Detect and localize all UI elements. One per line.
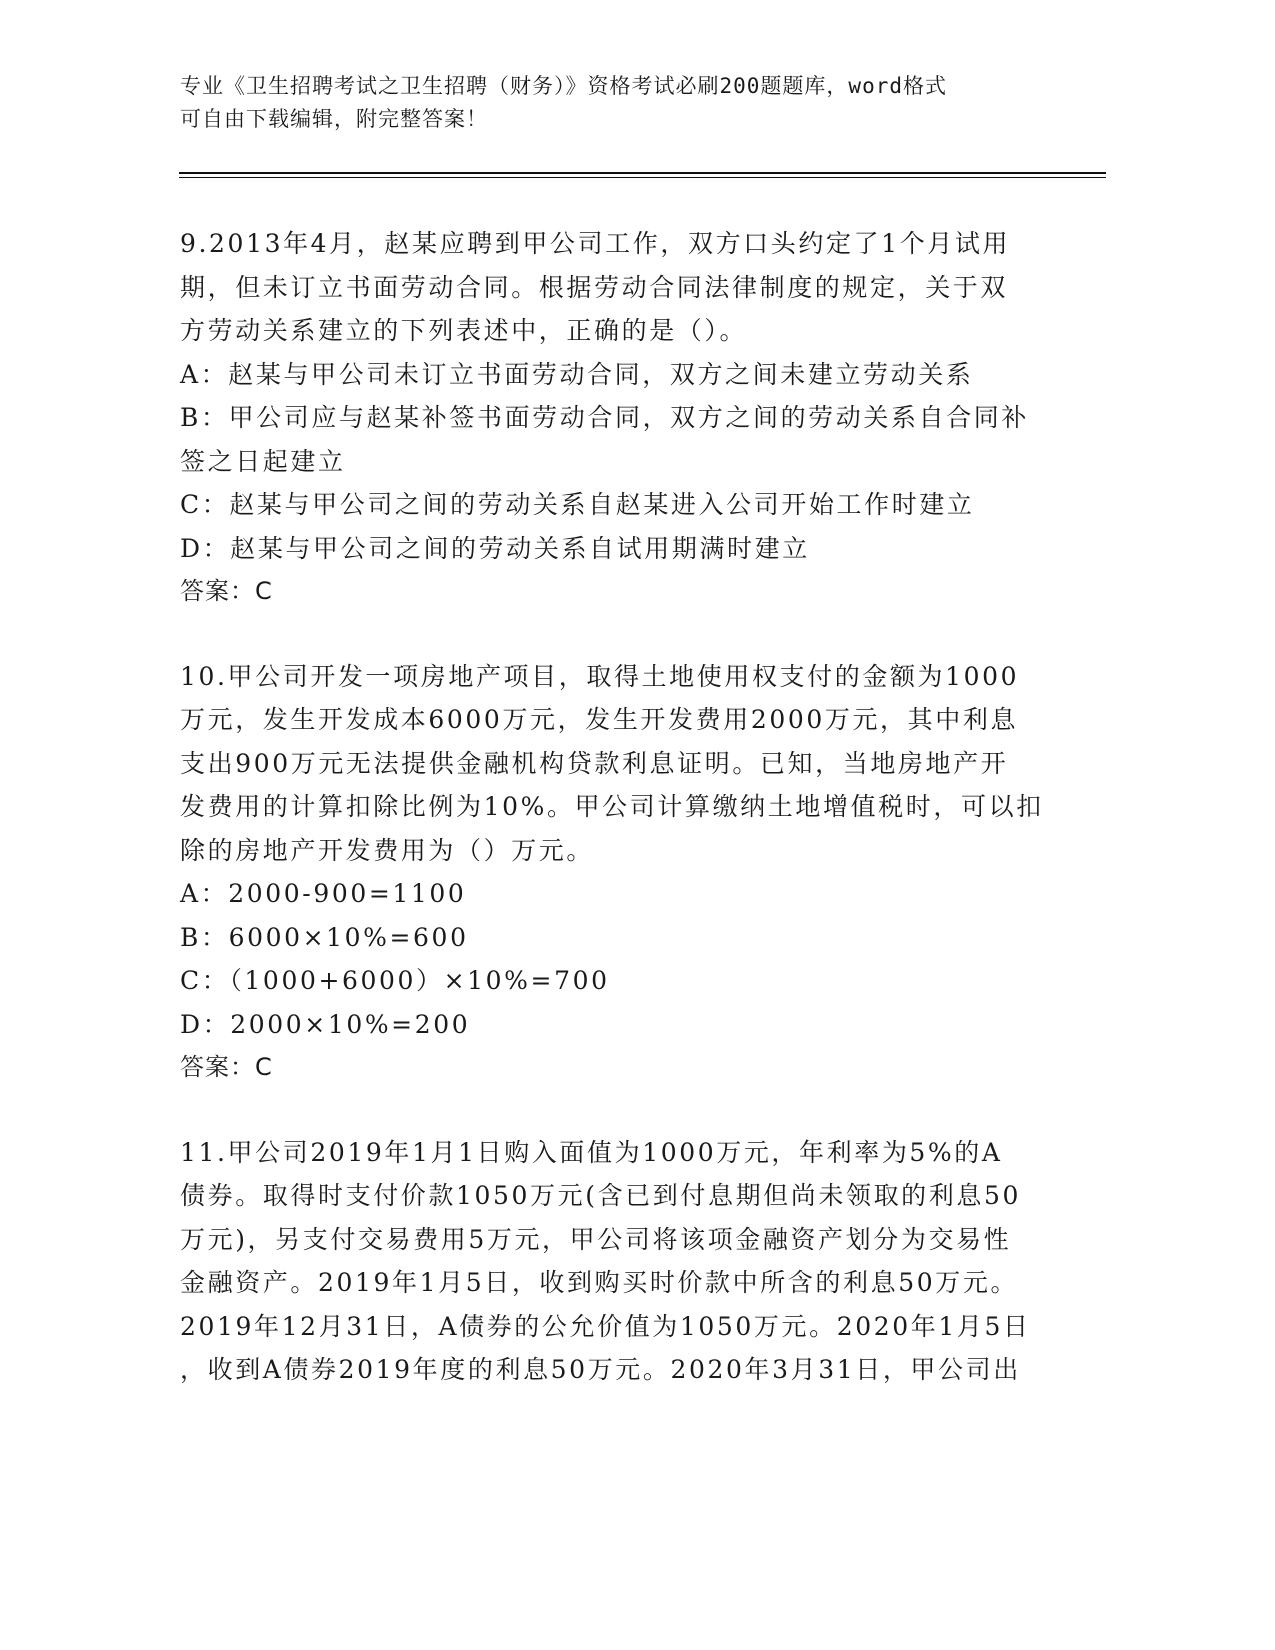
option-a: A：2000-900=1100	[180, 879, 467, 908]
question-list	[180, 222, 1055, 1433]
question-text-line: 债券。取得时支付价款1050万元(含已到付息期但尚未领取的利息50	[180, 1181, 1021, 1210]
question-10	[180, 655, 1055, 1090]
header-line: 可自由下载编辑，附完整答案！	[180, 107, 488, 131]
option-a: A：赵某与甲公司未订立书面劳动合同，双方之间未建立劳动关系	[180, 359, 974, 389]
document-header	[180, 70, 1080, 136]
option-d: D：2000×10%=200	[180, 1009, 471, 1039]
option-b-continued: 签之日起建立	[180, 446, 346, 476]
question-text-line: 万元)，另支付交易费用5万元，甲公司将该项金融资产划分为交易性	[180, 1224, 1012, 1254]
question-text-line: 支出900万元无法提供金融机构贷款利息证明。已知，当地房地产开	[180, 748, 1009, 778]
question-text-line: 2019年12月31日，A债券的公允价值为1050万元。2020年1月5日	[180, 1311, 1031, 1341]
question-text-line: ，收到A债券2019年度的利息50万元。2020年3月31日，甲公司出	[180, 1355, 1021, 1384]
question-text-line: 期，但未订立书面劳动合同。根据劳动合同法律制度的规定，关于双	[180, 272, 1009, 302]
question-text-line: 10.甲公司开发一项房地产项目，取得土地使用权支付的金额为1000	[180, 661, 1020, 691]
header-divider-thin	[179, 177, 1106, 178]
header-line: 专业《卫生招聘考试之卫生招聘（财务）》资格考试必刷200题题库，word格式	[180, 74, 947, 98]
question-11	[180, 1131, 1055, 1392]
question-9	[180, 222, 1055, 614]
answer-label: 答案：C	[180, 577, 273, 605]
option-b: B：6000×10%=600	[180, 922, 469, 952]
question-text-line: 金融资产。2019年1月5日，收到购买时价款中所含的利息50万元。	[180, 1268, 1019, 1297]
question-text-line: 除的房地产开发费用为（）万元。	[180, 835, 595, 865]
question-text-line: 方劳动关系建立的下列表述中，正确的是（）。	[180, 316, 748, 345]
question-text-line: 9.2013年4月，赵某应聘到甲公司工作，双方口头约定了1个月试用	[180, 229, 1011, 258]
header-divider-thick	[179, 172, 1106, 174]
option-c: C：（1000+6000）×10%=700	[180, 966, 610, 995]
answer-label: 答案：C	[180, 1053, 273, 1081]
question-text-line: 发费用的计算扣除比例为10%。甲公司计算缴纳土地增值税时，可以扣	[180, 792, 1044, 821]
option-d: D：赵某与甲公司之间的劳动关系自试用期满时建立	[180, 533, 810, 563]
question-text-line: 11.甲公司2019年1月1日购入面值为1000万元，年利率为5%的A	[180, 1137, 1003, 1167]
option-c: C：赵某与甲公司之间的劳动关系自赵某进入公司开始工作时建立	[180, 490, 975, 519]
option-b: B：甲公司应与赵某补签书面劳动合同，双方之间的劳动关系自合同补	[180, 403, 1029, 432]
question-text-line: 万元，发生开发成本6000万元，发生开发费用2000万元，其中利息	[180, 705, 1019, 734]
